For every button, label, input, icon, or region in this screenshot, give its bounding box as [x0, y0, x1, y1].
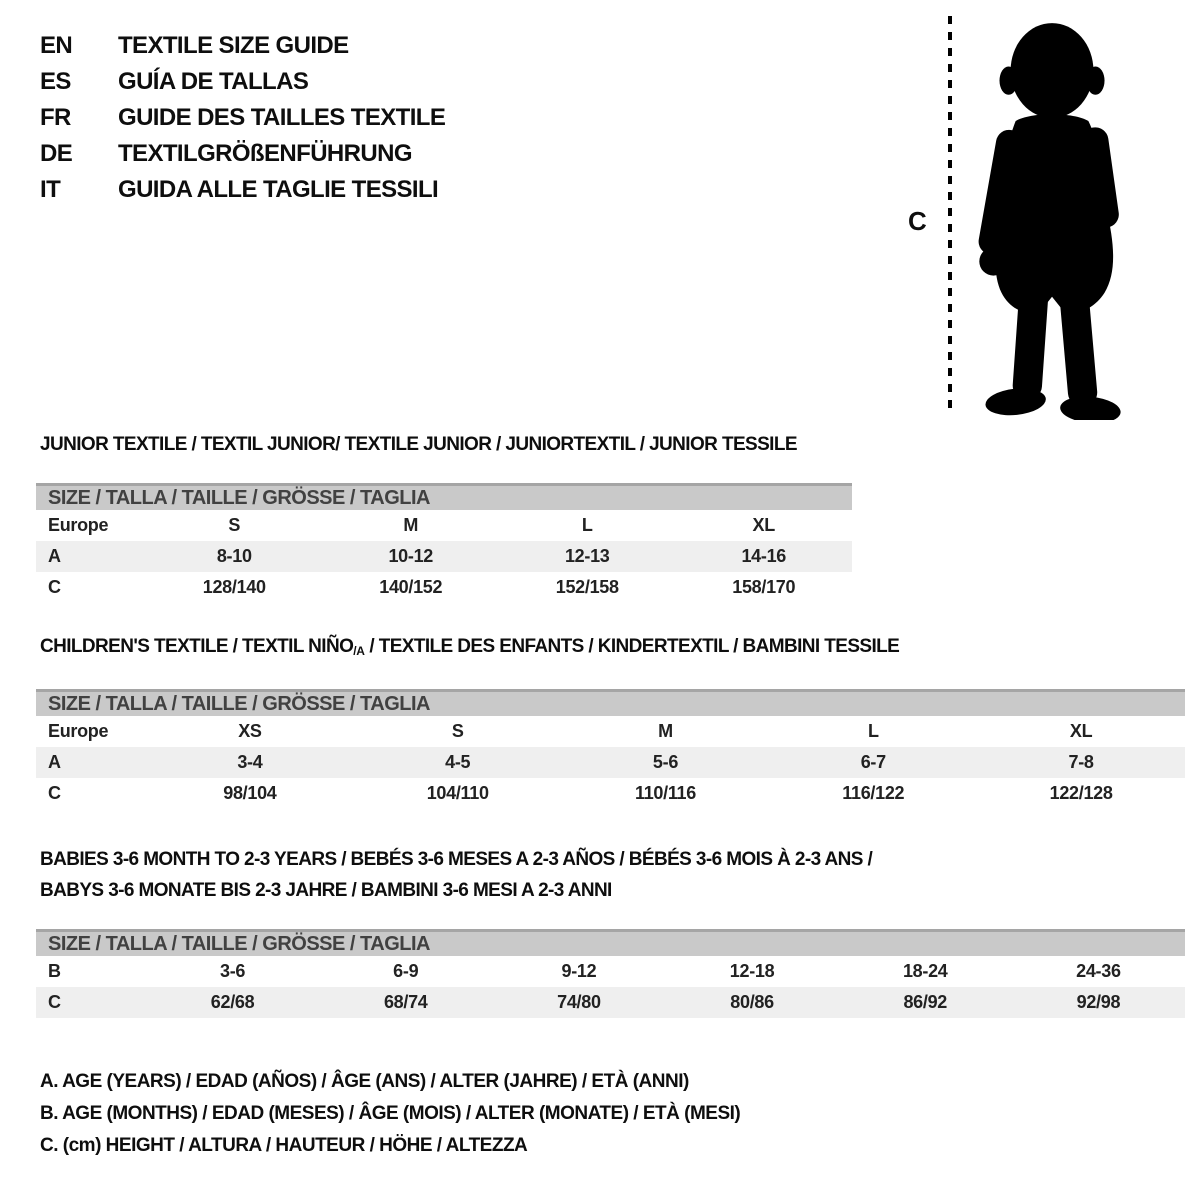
language-code: ES	[40, 68, 71, 95]
language-code: IT	[40, 176, 61, 203]
heading-line-1: BABIES 3-6 MONTH TO 2-3 YEARS / BEBÉS 3-6 MESES A 2-3 AÑOS / BÉBÉS 3-6 MOIS À 2-3 ANS /	[40, 849, 873, 870]
size-cell: 10-12	[388, 546, 434, 566]
row-label: B	[48, 961, 61, 981]
size-cell: 80/86	[730, 992, 774, 1012]
baby-silhouette-icon	[958, 16, 1142, 420]
table-row	[36, 572, 852, 603]
height-dashed-line	[948, 16, 952, 416]
table-row	[36, 716, 1185, 747]
size-header-bar: SIZE / TALLA / TAILLE / GRÖSSE / TAGLIA	[36, 483, 852, 510]
table-row	[36, 747, 1185, 778]
legend-line-a: A. AGE (YEARS) / EDAD (AÑOS) / ÂGE (ANS) / ALTER (JAHRE) / ETÀ (ANNI)	[40, 1071, 689, 1092]
size-cell: 128/140	[202, 577, 266, 597]
size-table-babies	[36, 929, 1185, 1018]
row-label: Europe	[48, 515, 109, 535]
language-row	[40, 28, 445, 64]
size-cell: 122/128	[1049, 783, 1113, 803]
size-cell: 86/92	[903, 992, 948, 1012]
size-cell: 140/152	[379, 577, 443, 597]
section-heading-children	[40, 636, 899, 658]
size-cell: 3-6	[220, 961, 246, 981]
table-row	[36, 987, 1185, 1018]
size-cell: 110/116	[635, 783, 696, 803]
language-title: GUIDA ALLE TAGLIE TESSILI	[118, 176, 439, 203]
language-row	[40, 172, 445, 208]
table-row	[36, 510, 852, 541]
language-code: FR	[40, 104, 71, 131]
size-cell: 74/80	[557, 992, 601, 1012]
language-title: TEXTILE SIZE GUIDE	[118, 32, 349, 59]
section-heading-junior: JUNIOR TEXTILE / TEXTIL JUNIOR/ TEXTILE JUNIOR / JUNIORTEXTIL / JUNIOR TESSILE	[40, 434, 797, 455]
size-header-bar: SIZE / TALLA / TAILLE / GRÖSSE / TAGLIA	[36, 929, 1185, 956]
row-label: C	[48, 577, 61, 597]
language-title: GUÍA DE TALLAS	[118, 68, 309, 95]
size-table-junior	[36, 483, 852, 603]
size-cell: M	[403, 515, 419, 535]
size-cell: 6-7	[860, 752, 886, 772]
heading-text: / TEXTILE DES ENFANTS / KINDERTEXTIL / BAMBINI TESSILE	[364, 636, 900, 657]
size-cell: 62/68	[210, 992, 255, 1012]
size-cell: 104/110	[426, 783, 489, 803]
size-cell: L	[581, 515, 593, 535]
size-cell: 9-12	[561, 961, 597, 981]
row-label: A	[48, 752, 61, 772]
size-cell: 18-24	[902, 961, 948, 981]
size-cell: XL	[752, 515, 775, 535]
size-cell: S	[228, 515, 241, 535]
size-cell: XS	[238, 721, 262, 741]
height-label: C	[908, 206, 927, 236]
size-cell: 24-36	[1076, 961, 1121, 981]
language-code: EN	[40, 32, 73, 59]
size-header-bar: SIZE / TALLA / TAILLE / GRÖSSE / TAGLIA	[36, 689, 1185, 716]
legend-line-b: B. AGE (MONTHS) / EDAD (MESES) / ÂGE (MOIS) / ALTER (MONATE) / ETÀ (MESI)	[40, 1103, 741, 1124]
legend	[40, 1066, 740, 1162]
size-cell: 152/158	[555, 577, 619, 597]
language-row	[40, 100, 445, 136]
size-cell: 4-5	[445, 752, 471, 772]
size-cell: 68/74	[383, 992, 428, 1012]
section-heading-babies	[40, 844, 872, 906]
row-label: A	[48, 546, 61, 566]
size-cell: L	[867, 721, 879, 741]
row-label: C	[48, 992, 61, 1012]
size-cell: 12-13	[564, 546, 610, 566]
size-table-children	[36, 689, 1185, 809]
heading-text: CHILDREN'S TEXTILE / TEXTIL NIÑO	[40, 636, 354, 657]
language-row	[40, 64, 445, 100]
size-cell: 116/122	[842, 783, 905, 803]
size-cell: 158/170	[732, 577, 796, 597]
language-title: TEXTILGRÖßENFÜHRUNG	[118, 140, 412, 167]
legend-line-c: C. (cm) HEIGHT / ALTURA / HAUTEUR / HÖHE / ALTEZZA	[40, 1135, 528, 1156]
size-cell: M	[658, 721, 673, 741]
size-cell: 12-18	[729, 961, 775, 981]
size-cell: 98/104	[223, 783, 277, 803]
size-cell: S	[451, 721, 464, 741]
table-row	[36, 778, 1185, 809]
size-cell: 6-9	[393, 961, 419, 981]
size-cell: XL	[1069, 721, 1093, 741]
row-label: Europe	[48, 721, 109, 741]
heading-line-2: BABYS 3-6 MONATE BIS 2-3 JAHRE / BAMBINI 3-6 MESI A 2-3 ANNI	[40, 880, 612, 901]
language-row	[40, 136, 445, 172]
table-row	[36, 541, 852, 572]
language-title: GUIDE DES TAILLES TEXTILE	[118, 104, 446, 131]
size-cell: 3-4	[237, 752, 263, 772]
table-row	[36, 956, 1185, 987]
size-cell: 7-8	[1068, 752, 1094, 772]
language-code: DE	[40, 140, 73, 167]
row-label: C	[48, 783, 61, 803]
size-cell: 92/98	[1076, 992, 1121, 1012]
language-header	[40, 28, 445, 208]
size-cell: 8-10	[216, 546, 252, 566]
size-cell: 14-16	[741, 546, 787, 566]
heading-subscript: /A	[353, 644, 365, 658]
size-cell: 5-6	[652, 752, 679, 772]
